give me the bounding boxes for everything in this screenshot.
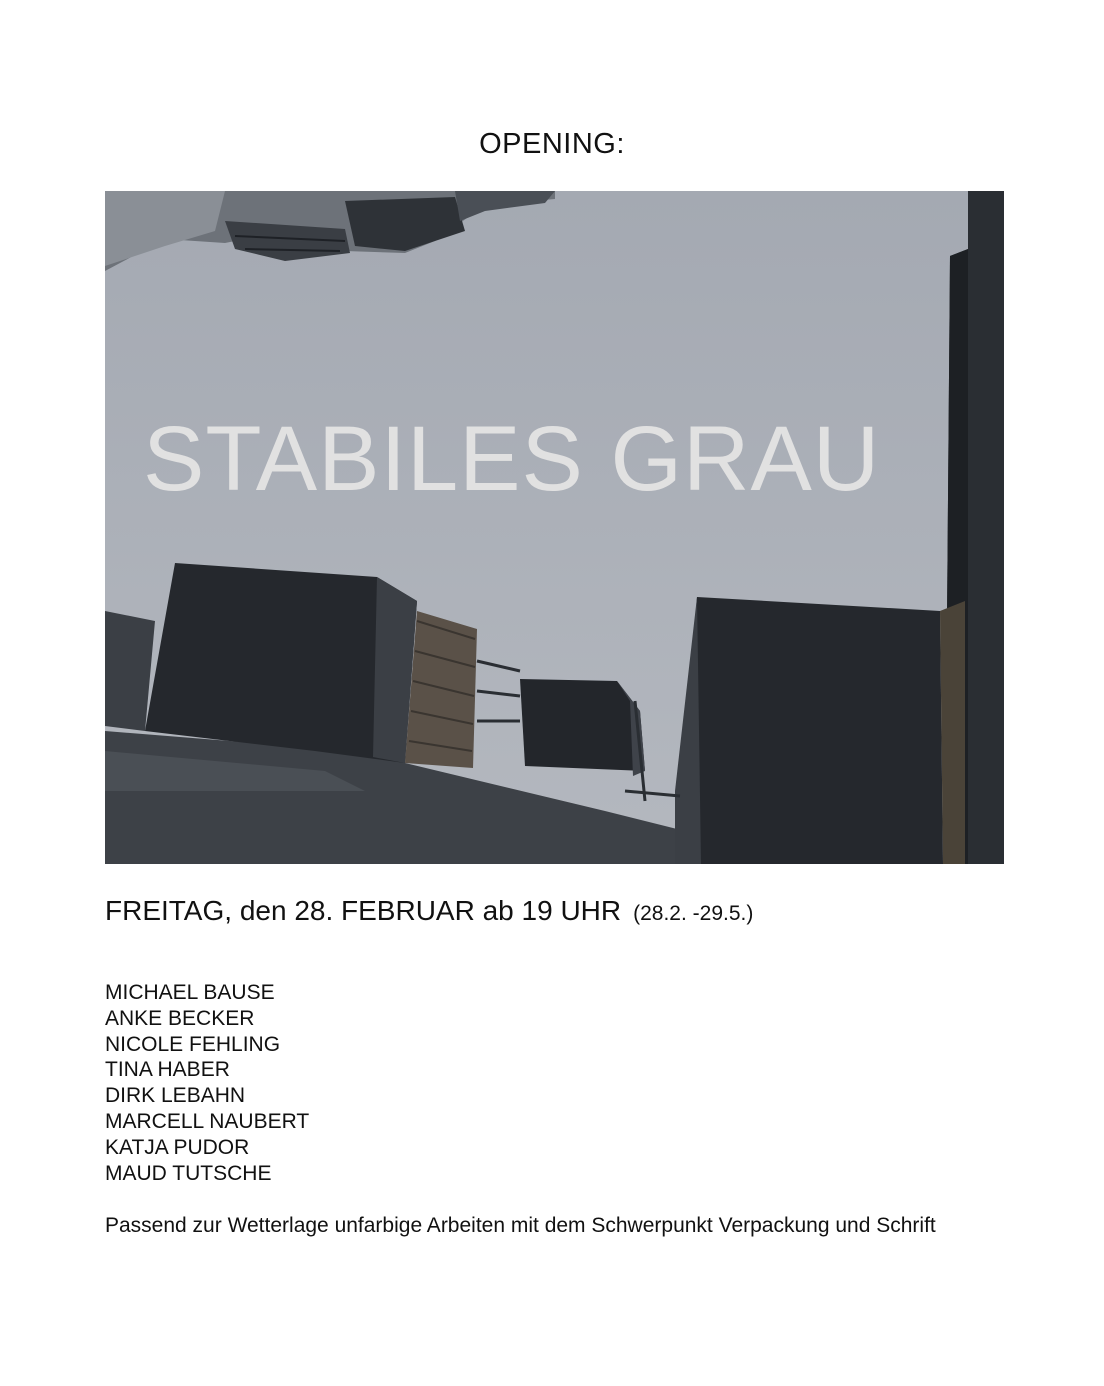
list-item: MARCELL NAUBERT [105,1109,310,1133]
exhibition-photo [105,191,1004,864]
opening-heading: OPENING: [479,128,625,160]
list-item: KATJA PUDOR [105,1135,250,1159]
list-item: ANKE BECKER [105,1006,255,1030]
event-date-line [105,895,753,927]
building-upward-view-illustration [105,191,1004,864]
list-item: MICHAEL BAUSE [105,981,275,1004]
photo-title-overlay: STABILES GRAU [143,408,881,510]
list-item: NICOLE FEHLING [105,1032,281,1056]
event-date: FREITAG, den 28. FEBRUAR ab 19 UHR [105,895,622,926]
list-item: DIRK LEBAHN [105,1084,246,1108]
artist-list [105,980,309,1186]
event-date-range: (28.2. -29.5.) [633,902,754,925]
list-item: TINA HABER [105,1058,230,1082]
exhibition-description: Passend zur Wetterlage unfarbige Arbeiten mit dem Schwerpunkt Verpackung und Schrift [105,1214,936,1237]
list-item: MAUD TUTSCHE [105,1161,272,1185]
